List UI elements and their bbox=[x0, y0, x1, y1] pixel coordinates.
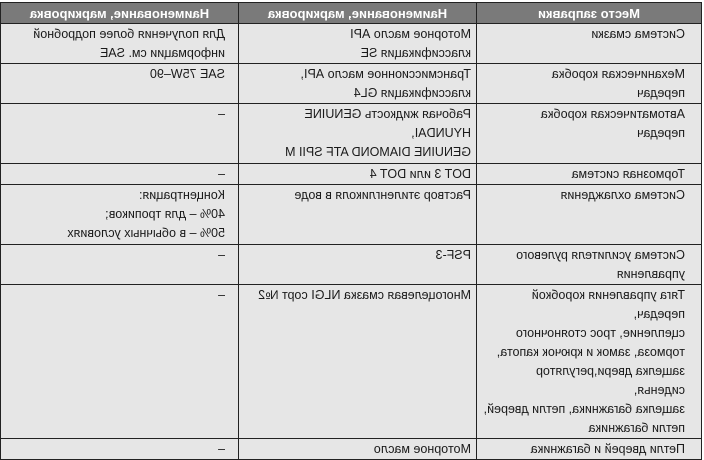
cell-fluid: Моторное масло bbox=[239, 439, 477, 460]
header-location: Место заправки bbox=[477, 3, 702, 24]
cell-location: Автоматическая коробка передач bbox=[477, 104, 702, 164]
cell-fluid: PSF-3 bbox=[239, 245, 477, 285]
table-row bbox=[1, 439, 702, 460]
table-row bbox=[1, 285, 702, 439]
cell-note: SAE 75W–90 bbox=[1, 64, 239, 104]
table-row bbox=[1, 104, 702, 164]
fluids-table-mirrored bbox=[1, 2, 702, 456]
cell-location: Система охлаждения bbox=[477, 185, 702, 245]
cell-fluid: Многоцелевая смазка NLGI сорт №2 bbox=[239, 285, 477, 439]
cell-note: – bbox=[1, 104, 239, 164]
cell-location: Система усилителя рулевого управления bbox=[477, 245, 702, 285]
cell-location: Механическая коробка передач bbox=[477, 64, 702, 104]
cell-note: – bbox=[1, 164, 239, 185]
cell-location: Петли дверей и багажника bbox=[477, 439, 702, 460]
cell-location: Тормозная система bbox=[477, 164, 702, 185]
cell-note: – bbox=[1, 439, 239, 460]
cell-fluid: Трансмиссионное масло API, классификация GL4 bbox=[239, 64, 477, 104]
cell-fluid: Рабочая жидкость GENUINE HYUNDAI, GENUINE DIAMOND ATF SPII M bbox=[239, 104, 477, 164]
table-row bbox=[1, 164, 702, 185]
table-row bbox=[1, 245, 702, 285]
cell-fluid: Раствор этиленгликоля в воде bbox=[239, 185, 477, 245]
table-row bbox=[1, 185, 702, 245]
header-name-marking: Наименование, маркировка bbox=[239, 3, 477, 24]
table-row bbox=[1, 64, 702, 104]
cell-note: Концентрация: 40% – для тропиков; 50% – в обычных условиях bbox=[1, 185, 239, 245]
header-name-marking-2: Наименование, маркировка bbox=[1, 3, 239, 24]
header-row bbox=[1, 3, 702, 24]
cell-fluid: DOT 3 или DOT 4 bbox=[239, 164, 477, 185]
cell-note: – bbox=[1, 245, 239, 285]
cell-fluid: Моторное масло API классификация SE bbox=[239, 24, 477, 64]
table-row bbox=[1, 24, 702, 64]
fluids-table bbox=[0, 2, 702, 460]
cell-note: – bbox=[1, 285, 239, 439]
cell-location: Система смазки bbox=[477, 24, 702, 64]
cell-note: Для получения более подробной информации см. SAE bbox=[1, 24, 239, 64]
cell-location: Тяга управления коробкой передач, сцепление, трос стояночного тормоза, замок и крючок капота, защелка двери,регулятор сиденья, защелка багажника, петли дверей, петли багажника bbox=[477, 285, 702, 439]
